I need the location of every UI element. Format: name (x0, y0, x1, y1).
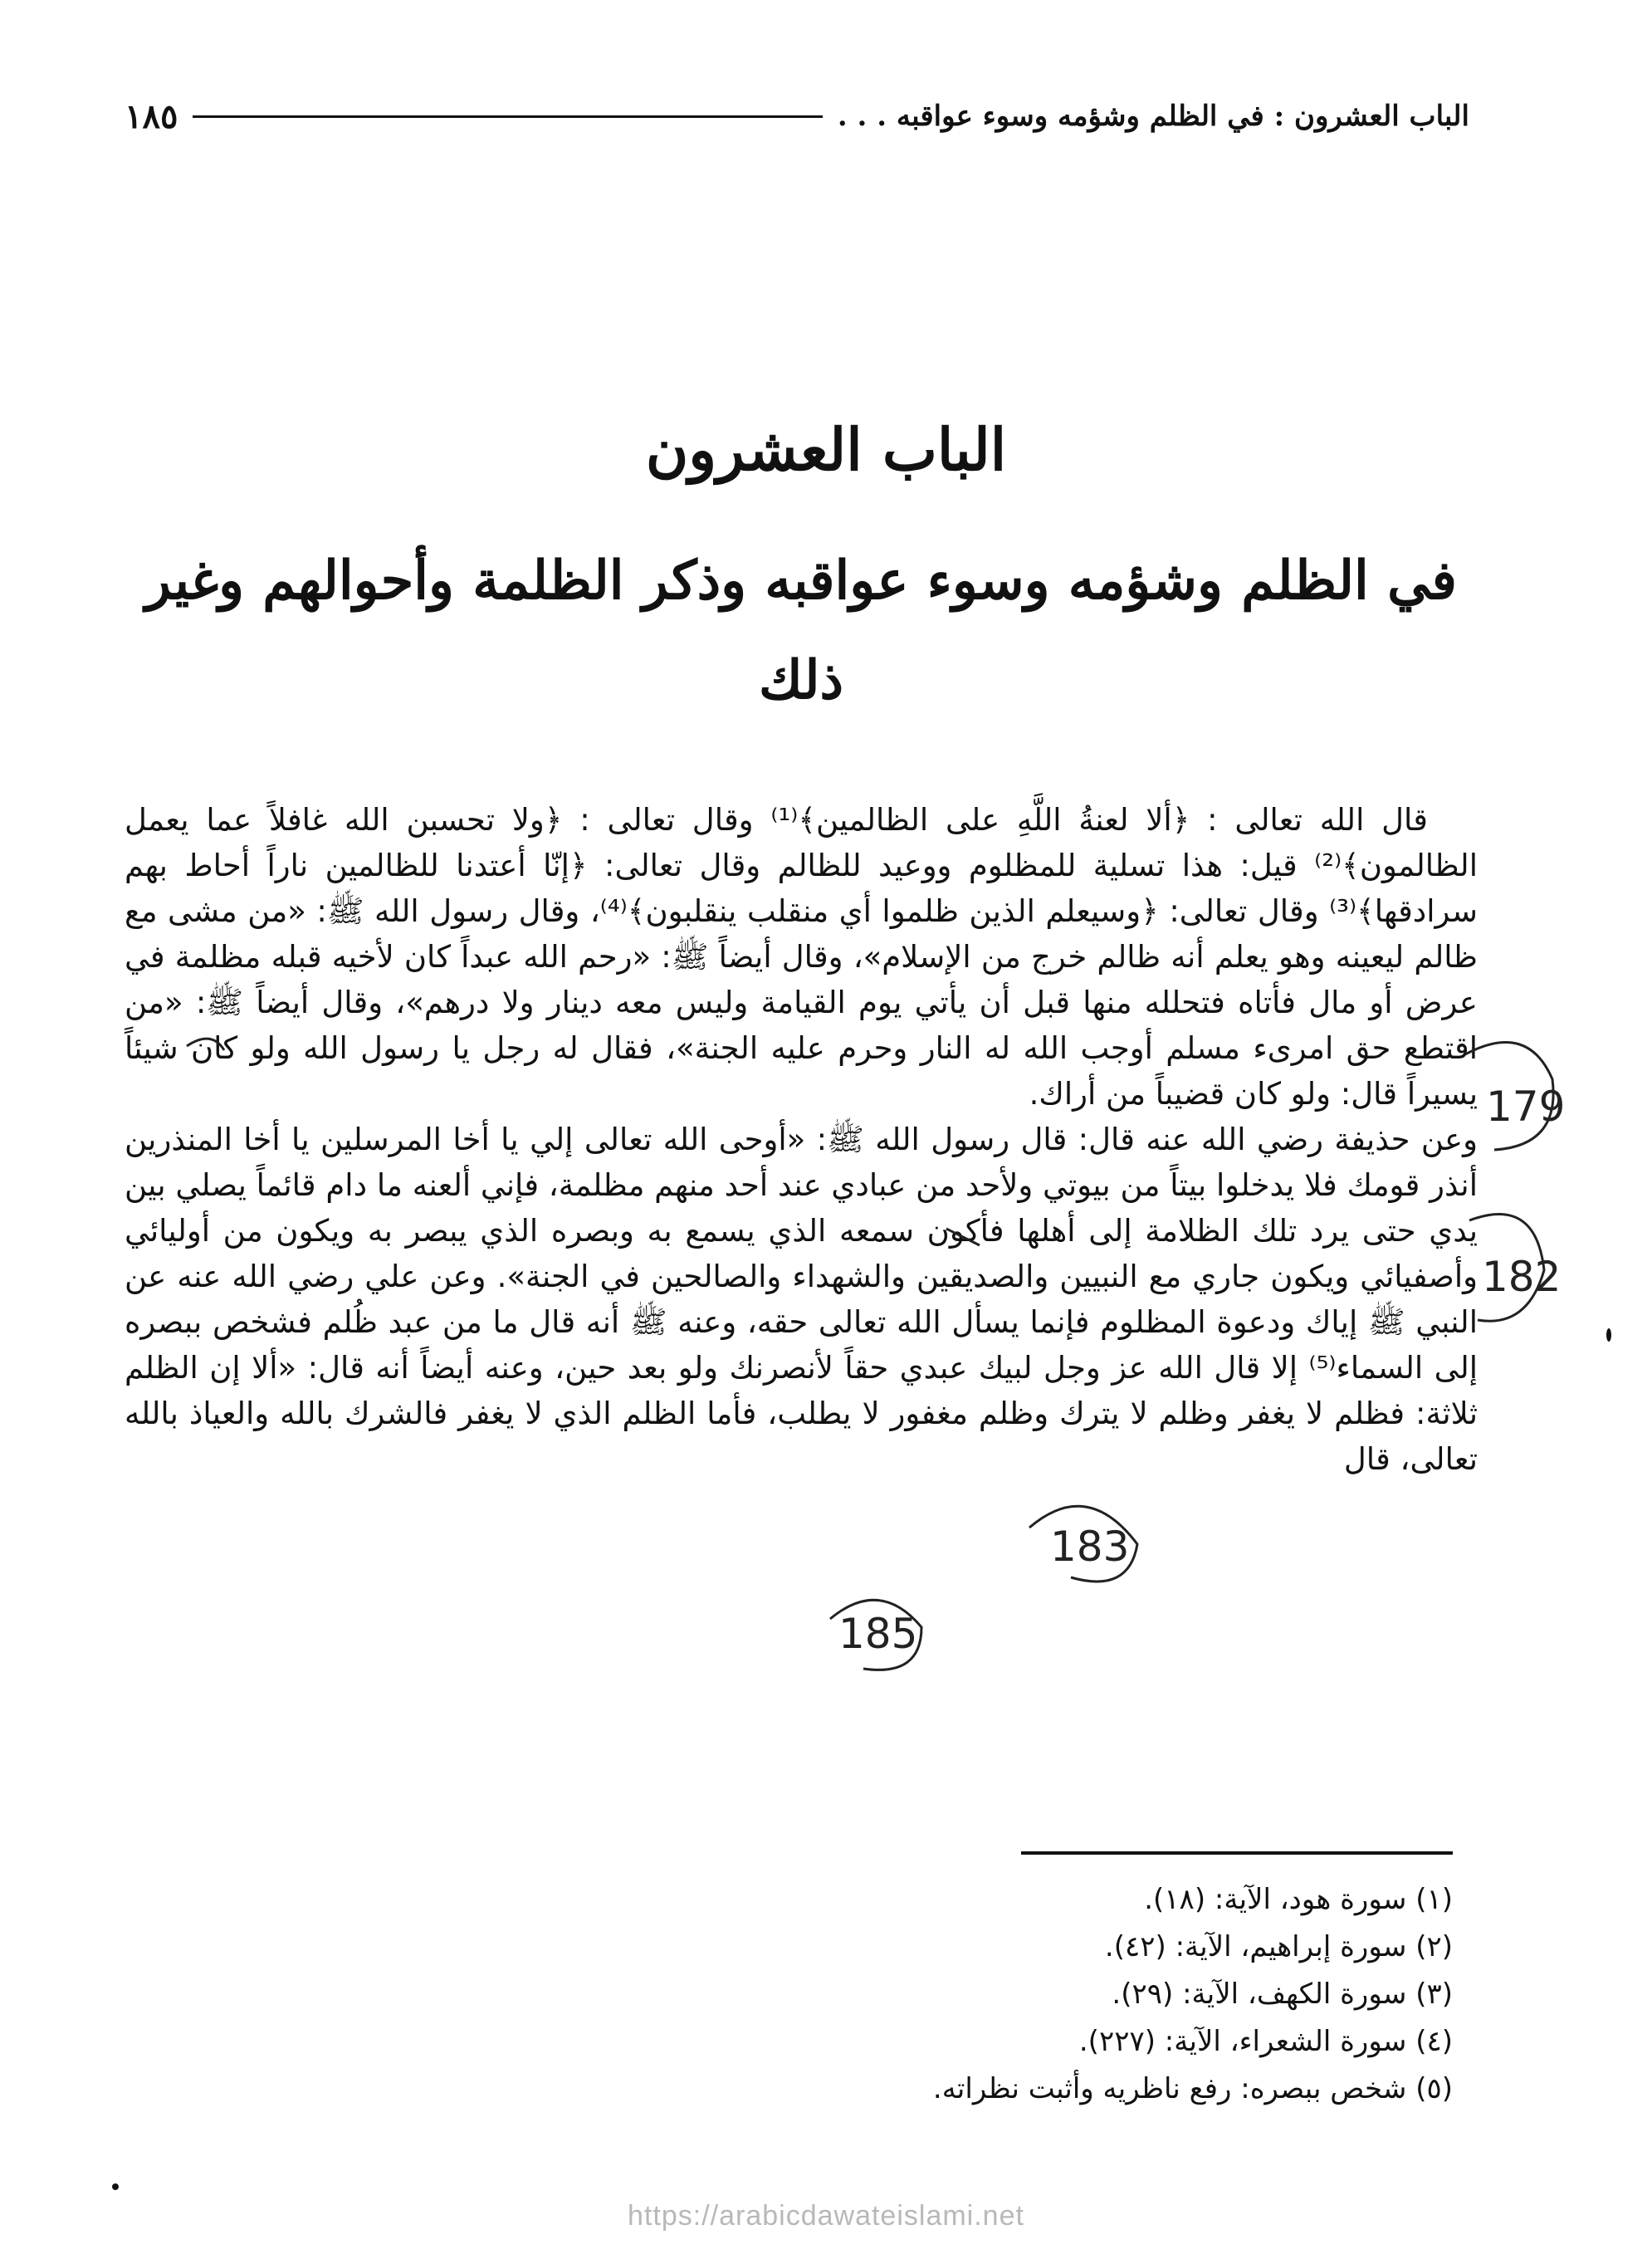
body-text (125, 797, 1478, 1482)
running-header (125, 91, 1469, 141)
note-circle-183 (1029, 1506, 1137, 1582)
page-number: ١٨٥ (125, 96, 178, 136)
note-185: 185 (838, 1610, 918, 1658)
header-rule (193, 115, 822, 118)
paragraph-1: قال الله تعالى : ﴿ألا لعنةُ اللَّهِ على الظالمين﴾⁽¹⁾ وقال تعالى : ﴿ولا تحسبن الله غافلاً عما يعمل الظالمون﴾⁽²⁾ قيل: هذا تسلية للمظلوم ووعيد للظالم وقال تعالى: ﴿إنّا أعتدنا للظالمين ناراً أحاط بهم سرادقها﴾⁽³⁾ وقال تعالى: ﴿وسيعلم الذين ظلموا أي منقلب ينقلبون﴾⁽⁴⁾، وقال رسول الله ﷺ: «من مشى مع ظالم ليعينه وهو يعلم أنه ظالم خرج من الإسلام»، وقال أيضاً ﷺ: «رحم الله عبداً كان لأخيه قبله مظلمة في عرض أو مال فأتاه فتحلله منها قبل أن يأتي يوم القيامة وليس معه دينار ولا درهم»، وقال أيضاً ﷺ: «من اقتطع حق امرىء مسلم أوجب الله له النار وحرم عليه الجنة»، فقال له رجل يا رسول الله ولو كان شيئاً يسيراً قال: ولو كان قضيباً من أراك. (125, 802, 1478, 1112)
scan-speck (1606, 1328, 1611, 1342)
watermark: https://arabicdawateislami.net (628, 2200, 1024, 2232)
paragraph-2: وعن حذيفة رضي الله عنه قال: قال رسول الله ﷺ: «أوحى الله تعالى إلي يا أخا المرسلين يا أخا المنذرين أنذر قومك فلا يدخلوا بيتاً من بيوتي ولأحد من عبادي عند أحد منهم مظلمة، فإني ألعنه ما دام قائماً يصلي بين يدي حتى يرد تلك الظلامة إلى أهلها فأكون سمعه الذي يسمع به وبصره الذي يبصر به ويكون من أوليائي وأصفيائي ويكون جاري مع النبيين والصديقين والشهداء والصالحين في الجنة». وعن علي رضي الله عنه عن النبي ﷺ إياك ودعوة المظلوم فإنما يسأل الله تعالى حقه، وعنه ﷺ أنه قال ما من عبد ظُلم فشخص ببصره إلى السماء⁽⁵⁾ إلا قال الله عز وجل لبيك عبدي حقاً لأنصرنك ولو بعد حين، وعنه أيضاً أنه قال: «ألا إن الظلم ثلاثة: فظلم لا يغفر وظلم لا يترك وظلم مغفور لا يطلب، فأما الظلم الذي لا يغفر فالشرك بالله والعياذ بالله تعالى، قال (125, 1122, 1478, 1477)
footnotes (747, 1876, 1453, 2113)
note-182: 182 (1482, 1253, 1562, 1301)
footnote-1: (١) سورة هود، الآية: (١٨). (1144, 1883, 1453, 1916)
footnote-2: (٢) سورة إبراهيم، الآية: (٤٢). (1104, 1930, 1453, 1963)
chapter-title: الباب العشرون (645, 415, 1007, 484)
note-179: 179 (1486, 1083, 1566, 1131)
note-circle-182 (1469, 1215, 1544, 1322)
note-circle-185 (830, 1600, 921, 1670)
footnote-3: (٣) سورة الكهف، الآية: (٢٩). (1112, 1978, 1453, 2011)
footnote-rule (1021, 1851, 1453, 1855)
scan-speck (112, 2183, 119, 2190)
note-183: 183 (1050, 1523, 1130, 1571)
footnote-5: (٥) شخص ببصره: رفع ناظريه وأثبت نظراته. (932, 2072, 1453, 2105)
footnote-4: (٤) سورة الشعراء، الآية: (٢٢٧). (1078, 2025, 1453, 2058)
running-header-title: الباب العشرون : في الظلم وشؤمه وسوء عواقبه . . . (837, 100, 1469, 133)
chapter-subtitle: في الظلم وشؤمه وسوء عواقبه وذكر الظلمة وأحوالهم وغير ذلك (144, 550, 1458, 711)
note-circle-179 (1465, 1042, 1553, 1150)
